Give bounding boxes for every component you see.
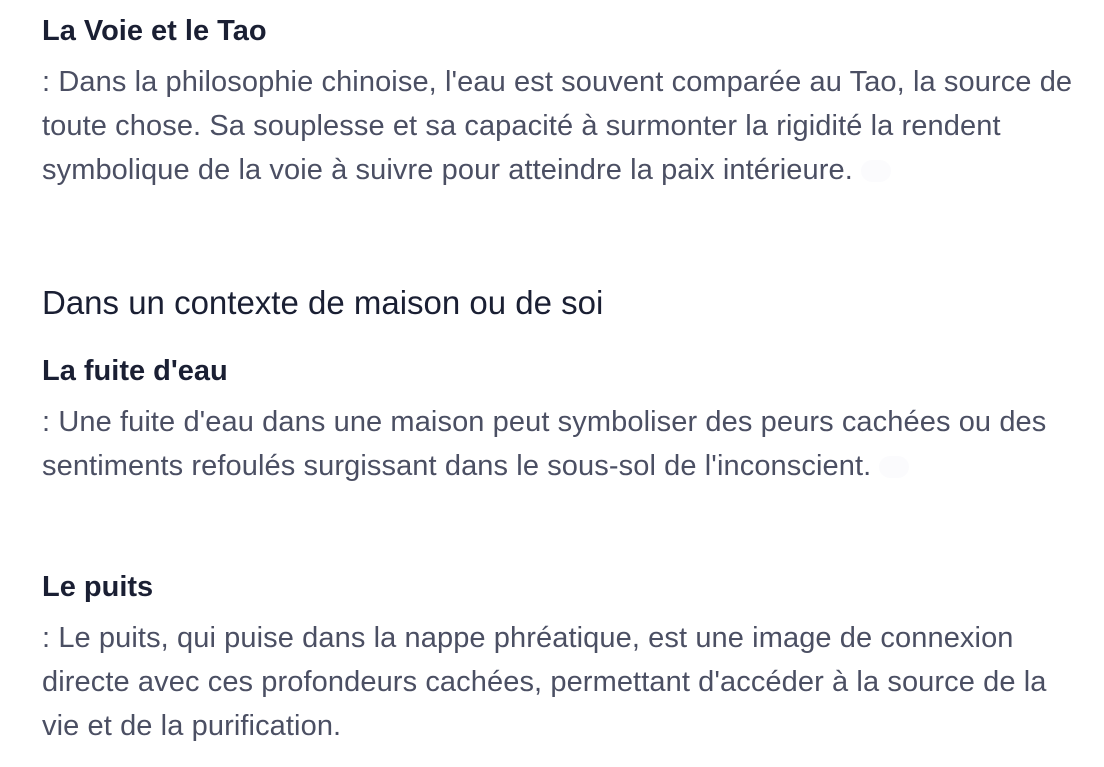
term-puits: Le puits	[42, 571, 154, 603]
paragraph-text: : Une fuite d'eau dans une maison peut symboliser des peurs cachées ou des sentiments refoulés surgissant dans le sous-sol de l'inconscient.	[42, 406, 1047, 482]
section-heading-maison: Dans un contexte de maison ou de soi	[42, 284, 604, 321]
paragraph-text: : Dans la philosophie chinoise, l'eau est souvent comparée au Tao, la source de toute chose. Sa souplesse et sa capacité à surmonter la rigidité la rendent symbolique de la voie à suivre pour atteindre la paix intérieure.	[42, 66, 1073, 186]
paragraph-puits	[42, 616, 1082, 748]
term-voie-et-tao: La Voie et le Tao	[42, 15, 267, 47]
paragraph-voie-et-tao	[42, 60, 1082, 192]
citation-chip[interactable]	[879, 456, 909, 478]
term-fuite-d-eau: La fuite d'eau	[42, 355, 228, 387]
paragraph-text: : Le puits, qui puise dans la nappe phréatique, est une image de connexion directe avec ces profondeurs cachées, permettant d'accéder à la source de la vie et de la purification.	[42, 622, 1047, 742]
citation-chip[interactable]	[861, 160, 891, 182]
paragraph-fuite-d-eau	[42, 400, 1082, 488]
